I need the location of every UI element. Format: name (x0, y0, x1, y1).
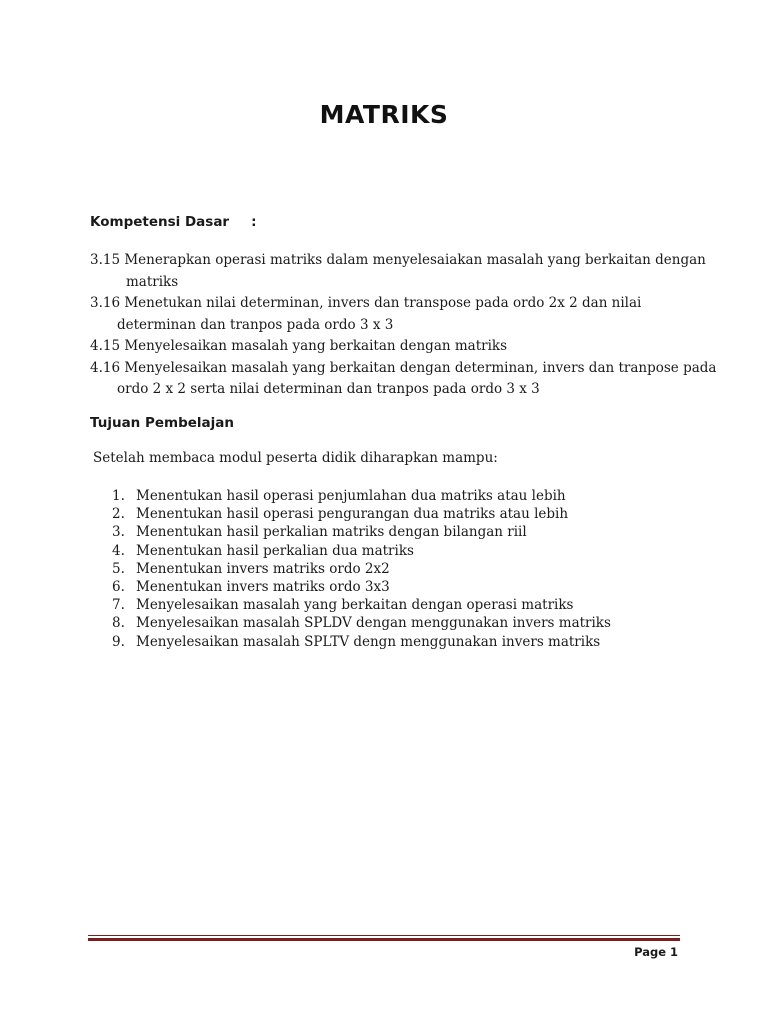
list-item (112, 614, 611, 632)
list-item-text: Menyelesaikan masalah yang berkaitan dengan operasi matriks (136, 597, 574, 614)
list-item-number: 5. (112, 560, 125, 577)
list-item-text: Menentukan hasil operasi pengurangan dua matriks atau lebih (136, 506, 569, 523)
kompetensi-heading-label: Kompetensi Dasar (90, 214, 230, 230)
footer-divider (88, 935, 680, 941)
list-item-number: 8. (112, 615, 125, 632)
page-number: Page 1 (634, 945, 678, 959)
kompetensi-item (90, 293, 690, 336)
list-item (112, 633, 611, 651)
list-item (112, 523, 611, 541)
kompetensi-item-line2: matriks (126, 273, 179, 290)
tujuan-intro: Setelah membaca modul peserta didik diharapkan mampu: (93, 450, 498, 466)
list-item-number: 7. (112, 597, 125, 614)
tujuan-heading: Tujuan Pembelajan (90, 415, 235, 431)
kompetensi-item-line1: 4.15 Menyelesaikan masalah yang berkaitan dengan matriks (90, 338, 508, 354)
footer-divider-thin (88, 935, 680, 936)
document-title: MATRIKS (319, 100, 449, 129)
list-item-text: Menentukan hasil operasi penjumlahan dua matriks atau lebih (136, 488, 566, 504)
kompetensi-heading-colon: : (251, 214, 257, 230)
kompetensi-item-line1: 3.15 Menerapkan operasi matriks dalam menyelesaiakan masalah yang berkaitan dengan (90, 252, 706, 268)
kompetensi-item (90, 358, 717, 401)
list-item-text: Menentukan hasil perkalian dua matriks (136, 542, 414, 559)
tujuan-list (112, 487, 611, 651)
kompetensi-item-line1: 4.16 Menyelesaikan masalah yang berkaitan dengan determinan, invers dan tranpose pada (90, 359, 717, 376)
list-item-text: Menentukan invers matriks ordo 3x3 (136, 579, 390, 596)
list-item (112, 578, 611, 596)
list-item (112, 505, 611, 523)
list-item-text: Menentukan invers matriks ordo 2x2 (136, 560, 390, 577)
list-item-number: 4. (112, 542, 125, 559)
list-item (112, 596, 611, 614)
list-item (112, 542, 611, 560)
list-item-number: 1. (112, 488, 125, 504)
list-item-number: 2. (112, 506, 125, 523)
list-item-number: 6. (112, 579, 125, 596)
kompetensi-heading (90, 214, 257, 230)
kompetensi-item (90, 336, 690, 358)
list-item-number: 3. (112, 524, 125, 541)
kompetensi-item-line1: 3.16 Menetukan nilai determinan, invers dan transpose pada ordo 2x 2 dan nilai (90, 295, 642, 311)
list-item (112, 560, 611, 578)
list-item-text: Menyelesaikan masalah SPLDV dengan menggunakan invers matriks (136, 615, 611, 632)
footer-divider-thick (88, 938, 680, 941)
kompetensi-item-line2: determinan dan tranpos pada ordo 3 x 3 (117, 316, 394, 333)
kompetensi-item-line2: ordo 2 x 2 serta nilai determinan dan tranpos pada ordo 3 x 3 (117, 381, 540, 397)
list-item (112, 487, 611, 505)
kompetensi-list (90, 250, 717, 401)
list-item-text: Menyelesaikan masalah SPLTV dengn menggunakan invers matriks (136, 633, 601, 650)
kompetensi-item (90, 250, 706, 293)
list-item-number: 9. (112, 633, 125, 650)
list-item-text: Menentukan hasil perkalian matriks dengan bilangan riil (136, 524, 527, 541)
